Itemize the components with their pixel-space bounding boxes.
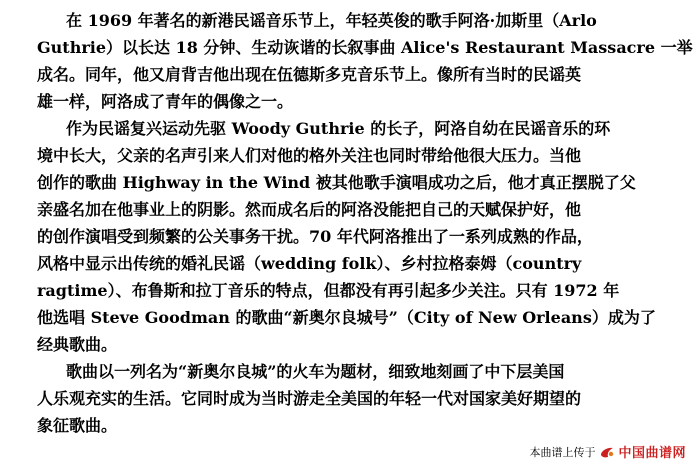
text-line: 经典歌曲。 [37, 335, 118, 354]
text-line: 作为民谣复兴运动先驱 Woody Guthrie 的长子，阿洛自幼在民谣音乐的环 [66, 119, 611, 138]
text-line: 在 1969 年著名的新港民谣音乐节上，年轻英俊的歌手阿洛·加斯里（Arlo [66, 11, 597, 30]
text-line: 亲盛名加在他事业上的阴影。然而成名后的阿洛没能把自己的天赋保护好，他 [37, 200, 582, 219]
text-line: 创作的歌曲 Highway in the Wind 被其他歌手演唱成功之后，他才真正摆脱了父 [37, 173, 636, 192]
text-line: 的创作演唱受到频繁的公关事务干扰。70 年代阿洛推出了一系列成熟的作品， [37, 227, 593, 246]
text-line: Guthrie）以长达 18 分钟、生动诙谐的长叙事曲 Alice's Restaurant Massacre 一举 [37, 38, 693, 57]
text-line: 风格中显示出传统的婚礼民谣（wedding folk）、乡村拉格泰姆（country [37, 254, 582, 273]
text-line: 他选唱 Steve Goodman 的歌曲“新奥尔良城号”（City of New Orleans）成为了 [37, 308, 656, 327]
text-line: 境中长大，父亲的名声引来人们对他的格外关注也同时带给他很大压力。当他 [37, 146, 582, 165]
text-line: 歌曲以一列名为“新奥尔良城”的火车为题材，细致地刻画了中下层美国 [66, 362, 565, 381]
uploaded-label: 本曲谱上传于 [529, 445, 596, 459]
text-line: 雄一样，阿洛成了青年的偶像之一。 [37, 92, 294, 111]
site-logo-text: 中国曲谱网 [618, 446, 686, 461]
site-logo[interactable] [599, 442, 686, 461]
treble-clef-logo-icon [599, 445, 615, 459]
text-line: 人乐观充实的生活。它同时成为当时游走全美国的年轻一代对国家美好期望的 [37, 389, 582, 408]
text-line: 成名。同年，他又肩背吉他出现在伍德斯多克音乐节上。像所有当时的民谣英 [37, 65, 582, 84]
text-line: 象征歌曲。 [37, 416, 118, 435]
footer-watermark [529, 442, 686, 461]
text-line: ragtime）、布鲁斯和拉丁音乐的特点，但都没有再引起多少关注。只有 1972 年 [37, 281, 620, 300]
